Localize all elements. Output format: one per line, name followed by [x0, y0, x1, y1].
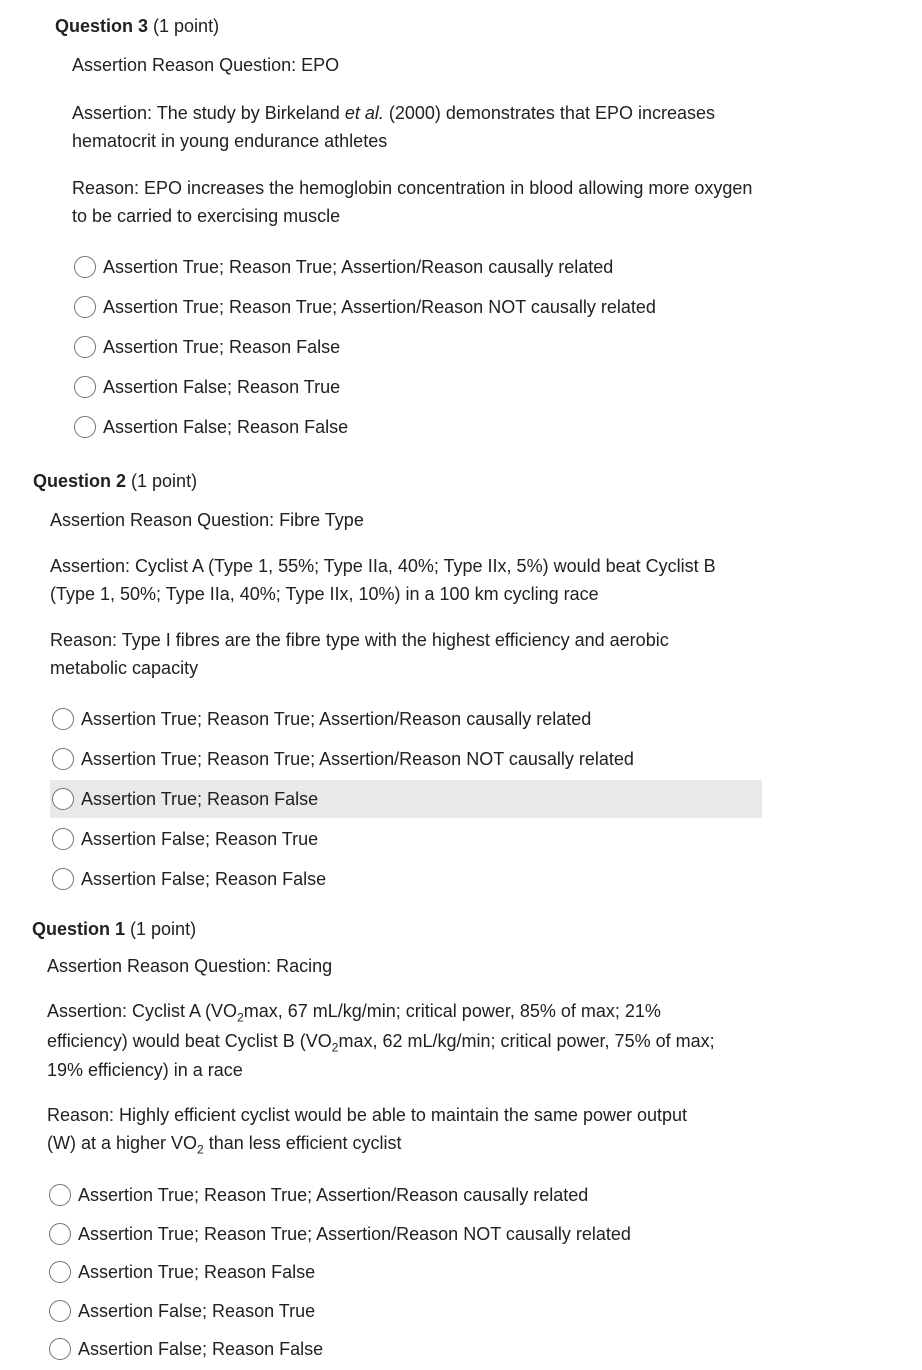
- assertion-line: [72, 99, 715, 127]
- question-points: (1 point): [130, 919, 197, 939]
- option-radio[interactable]: [50, 860, 762, 898]
- option-label[interactable]: Assertion True; Reason True; Assertion/Reason NOT causally related: [103, 297, 656, 317]
- assertion-text: [47, 997, 715, 1086]
- reason-text-part: (W) at a higher VO: [47, 1133, 198, 1153]
- assertion-line: [47, 997, 715, 1027]
- assertion-line: hematocrit in young endurance athletes: [72, 131, 388, 151]
- assertion-text-part: Assertion: The study by Birkeland: [72, 103, 345, 123]
- radio-circle-icon[interactable]: [49, 1184, 71, 1206]
- reason-text: [50, 626, 669, 682]
- option-label[interactable]: Assertion False; Reason False: [103, 417, 349, 437]
- radio-circle-icon[interactable]: [49, 1338, 71, 1360]
- option-label[interactable]: Assertion True; Reason True; Assertion/Reason causally related: [81, 709, 592, 729]
- assertion-text: [50, 552, 716, 608]
- assertion-text-part: efficiency) would beat Cyclist B (VO: [47, 1030, 332, 1051]
- reason-text: [47, 1101, 687, 1157]
- question-label: Question 1: [32, 919, 126, 939]
- radio-circle-icon[interactable]: [52, 828, 74, 850]
- option-radio[interactable]: [47, 1292, 315, 1330]
- option-label[interactable]: Assertion True; Reason True; Assertion/Reason causally related: [103, 257, 614, 277]
- radio-circle-icon[interactable]: [52, 788, 74, 810]
- radio-circle-icon[interactable]: [52, 868, 74, 890]
- assertion-text-part: Assertion: Cyclist A (VO: [47, 1001, 238, 1021]
- question-label: Question 2: [33, 471, 127, 491]
- assertion-line: 19% efficiency) in a race: [47, 1060, 243, 1080]
- question-heading: Assertion Reason Question: Racing: [47, 956, 333, 976]
- option-label[interactable]: Assertion True; Reason False: [103, 337, 341, 357]
- radio-circle-icon[interactable]: [49, 1300, 71, 1322]
- radio-circle-icon[interactable]: [74, 416, 96, 438]
- option-label[interactable]: Assertion False; Reason True: [103, 377, 341, 397]
- option-label[interactable]: Assertion True; Reason False: [81, 789, 319, 809]
- option-radio[interactable]: [72, 328, 340, 366]
- question-1: [32, 918, 862, 1368]
- question-title: [32, 918, 862, 940]
- assertion-text-part: (2000) demonstrates that EPO increases: [383, 103, 716, 123]
- option-radio[interactable]: [50, 820, 762, 858]
- radio-circle-icon[interactable]: [52, 708, 74, 730]
- question-title: [33, 470, 853, 492]
- radio-circle-icon[interactable]: [74, 256, 96, 278]
- option-radio[interactable]: [47, 1176, 588, 1214]
- assertion-text-part: max, 67 mL/kg/min; critical power, 85% of max; 21%: [243, 1001, 661, 1021]
- radio-circle-icon[interactable]: [49, 1223, 71, 1245]
- reason-line: Reason: Highly efficient cyclist would be able to maintain the same power output: [47, 1105, 688, 1125]
- option-radio-hovered[interactable]: [50, 780, 762, 818]
- assertion-line: Assertion: Cyclist A (Type 1, 55%; Type IIa, 40%; Type IIx, 5%) would beat Cyclist B: [50, 556, 716, 576]
- radio-circle-icon[interactable]: [74, 376, 96, 398]
- radio-circle-icon[interactable]: [74, 336, 96, 358]
- question-3: [55, 15, 855, 455]
- assertion-citation: et al.: [344, 103, 384, 123]
- question-heading: Assertion Reason Question: Fibre Type: [50, 510, 364, 530]
- option-label[interactable]: Assertion False; Reason False: [78, 1339, 324, 1359]
- option-radio[interactable]: [47, 1330, 323, 1368]
- reason-text: [72, 174, 752, 230]
- subscript: 2: [237, 1010, 244, 1025]
- option-label[interactable]: Assertion True; Reason True; Assertion/Reason NOT causally related: [81, 749, 634, 769]
- assertion-text-part: max, 62 mL/kg/min; critical power, 75% of max;: [338, 1030, 715, 1051]
- radio-circle-icon[interactable]: [74, 296, 96, 318]
- reason-line: Reason: Type I fibres are the fibre type with the highest efficiency and aerobic: [50, 630, 669, 650]
- option-radio[interactable]: [50, 700, 762, 738]
- radio-circle-icon[interactable]: [49, 1261, 71, 1283]
- reason-line: [47, 1129, 687, 1157]
- reason-text-part: than less efficient cyclist: [203, 1133, 402, 1153]
- option-label[interactable]: Assertion True; Reason True; Assertion/Reason NOT causally related: [78, 1223, 631, 1244]
- option-label[interactable]: Assertion False; Reason True: [78, 1300, 316, 1321]
- option-radio[interactable]: [72, 408, 348, 446]
- radio-circle-icon[interactable]: [52, 748, 74, 770]
- question-title: [55, 15, 855, 37]
- question-heading: Assertion Reason Question: EPO: [72, 55, 340, 75]
- option-radio[interactable]: [72, 368, 340, 406]
- option-radio[interactable]: [47, 1215, 631, 1253]
- reason-line: to be carried to exercising muscle: [72, 206, 341, 226]
- assertion-line: [47, 1027, 715, 1057]
- option-label[interactable]: Assertion False; Reason True: [81, 829, 319, 849]
- option-label[interactable]: Assertion False; Reason False: [81, 869, 327, 889]
- question-2: [33, 470, 853, 900]
- option-radio[interactable]: [47, 1253, 315, 1291]
- question-label: Question 3: [55, 16, 149, 36]
- reason-line: Reason: EPO increases the hemoglobin concentration in blood allowing more oxygen: [72, 178, 753, 198]
- assertion-text: [72, 99, 715, 155]
- question-points: (1 point): [153, 16, 220, 36]
- option-radio[interactable]: [72, 248, 613, 286]
- reason-line: metabolic capacity: [50, 658, 199, 678]
- option-label[interactable]: Assertion True; Reason False: [78, 1262, 316, 1282]
- question-points: (1 point): [131, 471, 198, 491]
- option-radio[interactable]: [50, 740, 762, 778]
- assertion-line: (Type 1, 50%; Type IIa, 40%; Type IIx, 10%) in a 100 km cycling race: [50, 584, 599, 604]
- option-radio[interactable]: [72, 288, 656, 326]
- subscript: 2: [331, 1040, 339, 1055]
- option-label[interactable]: Assertion True; Reason True; Assertion/Reason causally related: [78, 1185, 589, 1205]
- subscript: 2: [197, 1142, 204, 1157]
